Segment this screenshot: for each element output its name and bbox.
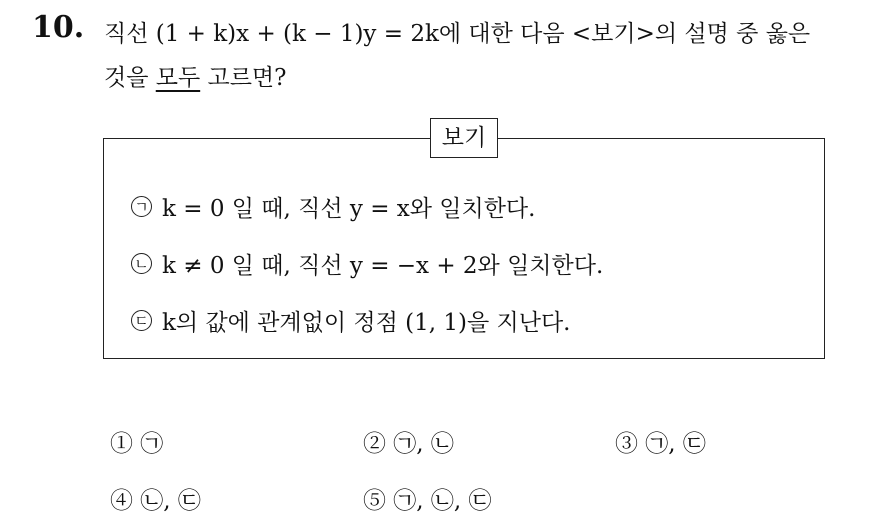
answer-choice-2[interactable]: ② ㉠, ㉡ xyxy=(363,431,454,457)
bogi-title: 보기 xyxy=(430,118,498,158)
question-stem-line-1: 직선 (1 + k)x + (k − 1)y = 2k에 대한 다음 <보기>의 설명 중 옳은 xyxy=(104,21,811,47)
answer-choice-3[interactable]: ③ ㉠, ㉢ xyxy=(615,431,706,457)
answer-choice-5[interactable]: ⑤ ㉠, ㉡, ㉢ xyxy=(363,488,492,514)
answer-choice-1[interactable]: ① ㉠ xyxy=(110,431,164,457)
bogi-item-text: k ≠ 0 일 때, 직선 y = −x + 2와 일치한다. xyxy=(162,253,604,279)
bogi-item-text: k = 0 일 때, 직선 y = x와 일치한다. xyxy=(162,196,536,222)
stem-text-after: 고르면? xyxy=(200,65,287,91)
bogi-item-3 xyxy=(131,304,570,337)
marker-nieun: ㄴ xyxy=(131,253,152,274)
question-number: 10. xyxy=(32,10,85,45)
bogi-item-1 xyxy=(131,190,535,223)
marker-giyeok: ㄱ xyxy=(131,196,152,217)
bogi-item-2 xyxy=(131,247,603,280)
question-stem-line-2 xyxy=(104,59,286,92)
stem-text-before: 것을 xyxy=(104,65,156,91)
stem-underlined-word: 모두 xyxy=(155,65,201,91)
answer-choice-4[interactable]: ④ ㉡, ㉢ xyxy=(110,488,201,514)
marker-digeut: ㄷ xyxy=(131,310,152,331)
bogi-item-text: k의 값에 관계없이 정점 (1, 1)을 지난다. xyxy=(162,310,571,336)
